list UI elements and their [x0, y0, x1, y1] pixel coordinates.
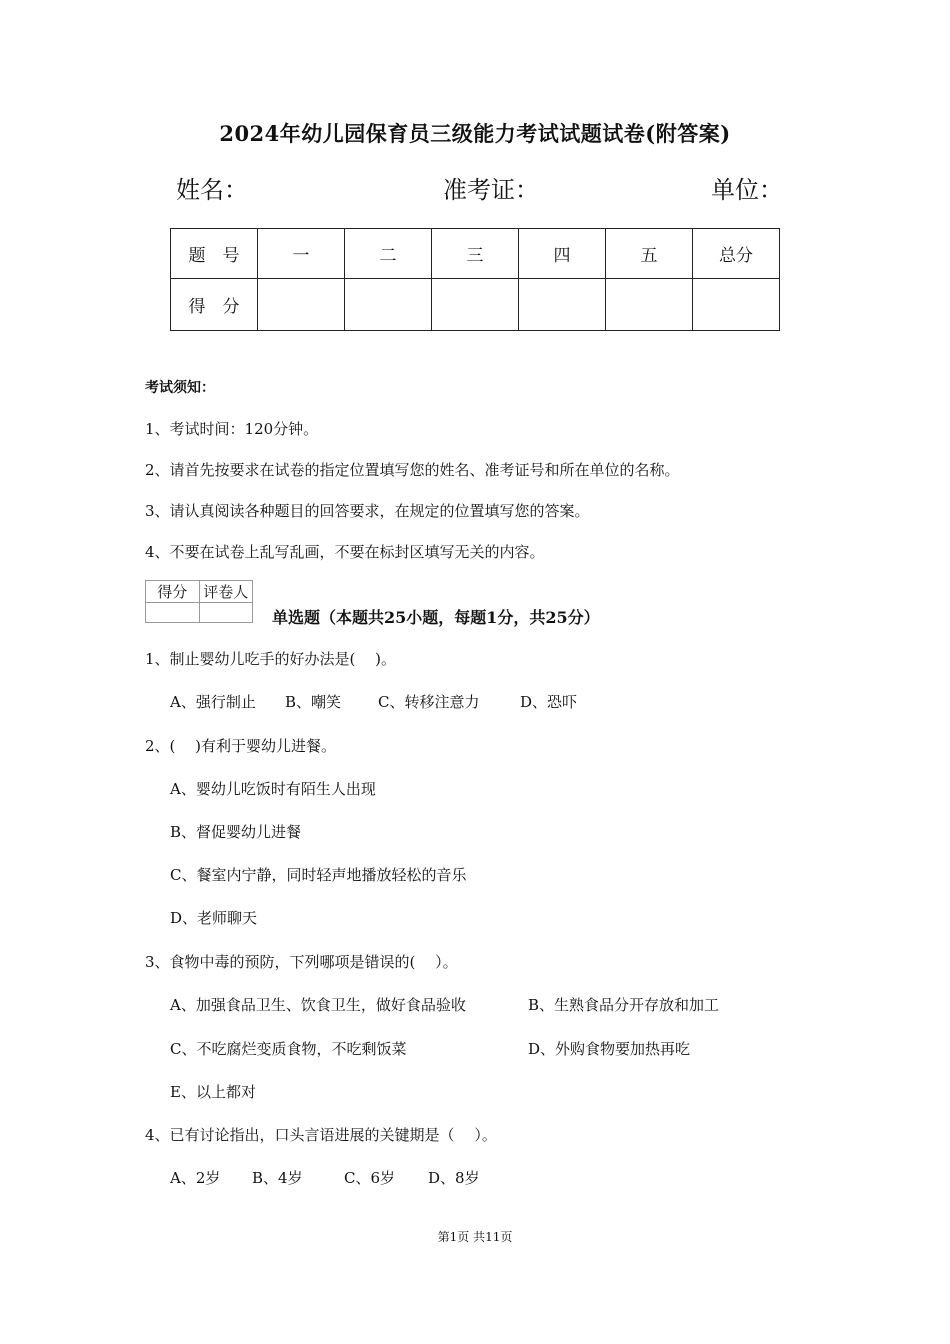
score-table-score-row: [171, 279, 780, 331]
option[interactable]: A、2岁: [170, 1169, 221, 1187]
notice-item: 1、考试时间：120分钟。: [145, 420, 319, 438]
option[interactable]: D、老师聊天: [170, 909, 258, 927]
score-row-label: 得 分: [171, 279, 258, 331]
notice-item: 2、请首先按要求在试卷的指定位置填写您的姓名、准考证号和所在单位的名称。: [145, 461, 680, 479]
option[interactable]: C、6岁: [344, 1169, 396, 1187]
question-stem: 3、食物中毒的预防，下列哪项是错误的( ）。: [145, 953, 458, 971]
page-footer: 第1页 共11页: [437, 1230, 513, 1244]
score-header-cell: 题 号: [171, 229, 258, 279]
name-field-label: 姓名：: [176, 176, 248, 204]
score-header-cell: 五: [606, 229, 693, 279]
question-stem: 4、已有讨论指出，口头言语进展的关键期是（ ）。: [145, 1126, 497, 1144]
notice-title: 考试须知：: [145, 380, 215, 396]
option[interactable]: C、餐室内宁静，同时轻声地播放轻松的音乐: [170, 866, 467, 884]
question-stem: 2、( )有利于婴幼儿进餐。: [145, 737, 337, 755]
score-cell[interactable]: [693, 279, 780, 331]
option[interactable]: C、转移注意力: [378, 693, 480, 711]
score-cell[interactable]: [519, 279, 606, 331]
option[interactable]: D、恐吓: [520, 693, 578, 711]
grader-name-cell[interactable]: [199, 603, 253, 623]
score-header-cell: 三: [432, 229, 519, 279]
option[interactable]: E、以上都对: [170, 1083, 256, 1101]
option[interactable]: A、强行制止: [170, 693, 256, 711]
section-title: 单选题（本题共25小题，每题1分，共25分）: [272, 608, 600, 627]
unit-field-label: 单位：: [711, 176, 783, 204]
option[interactable]: B、生熟食品分开存放和加工: [528, 996, 720, 1014]
question-stem: 1、制止婴幼儿吃手的好办法是( )。: [145, 650, 397, 668]
exam-title: 2024年幼儿园保育员三级能力考试试题试卷(附答案): [219, 121, 731, 146]
option[interactable]: D、外购食物要加热再吃: [528, 1040, 691, 1058]
score-header-cell: 总分: [693, 229, 780, 279]
option[interactable]: B、嘲笑: [285, 693, 342, 711]
score-table: [170, 228, 780, 331]
option[interactable]: A、加强食品卫生、饮食卫生，做好食品验收: [170, 996, 466, 1014]
score-cell[interactable]: [258, 279, 345, 331]
score-table-header-row: [171, 229, 780, 279]
option[interactable]: A、婴幼儿吃饭时有陌生人出现: [170, 780, 376, 798]
notice-item: 3、请认真阅读各种题目的回答要求，在规定的位置填写您的答案。: [145, 502, 590, 520]
grader-name-label: 评卷人: [199, 581, 253, 603]
exam-id-field-label: 准考证：: [443, 176, 539, 204]
option[interactable]: B、4岁: [252, 1169, 303, 1187]
option[interactable]: D、8岁: [428, 1169, 480, 1187]
grader-box: [145, 580, 253, 623]
score-header-cell: 四: [519, 229, 606, 279]
score-header-cell: 二: [345, 229, 432, 279]
score-header-cell: 一: [258, 229, 345, 279]
score-cell[interactable]: [606, 279, 693, 331]
notice-item: 4、不要在试卷上乱写乱画，不要在标封区填写无关的内容。: [145, 543, 545, 561]
grader-score-cell[interactable]: [146, 603, 200, 623]
option[interactable]: B、督促婴幼儿进餐: [170, 823, 302, 841]
option[interactable]: C、不吃腐烂变质食物，不吃剩饭菜: [170, 1040, 407, 1058]
score-cell[interactable]: [345, 279, 432, 331]
grader-score-label: 得分: [146, 581, 200, 603]
score-cell[interactable]: [432, 279, 519, 331]
